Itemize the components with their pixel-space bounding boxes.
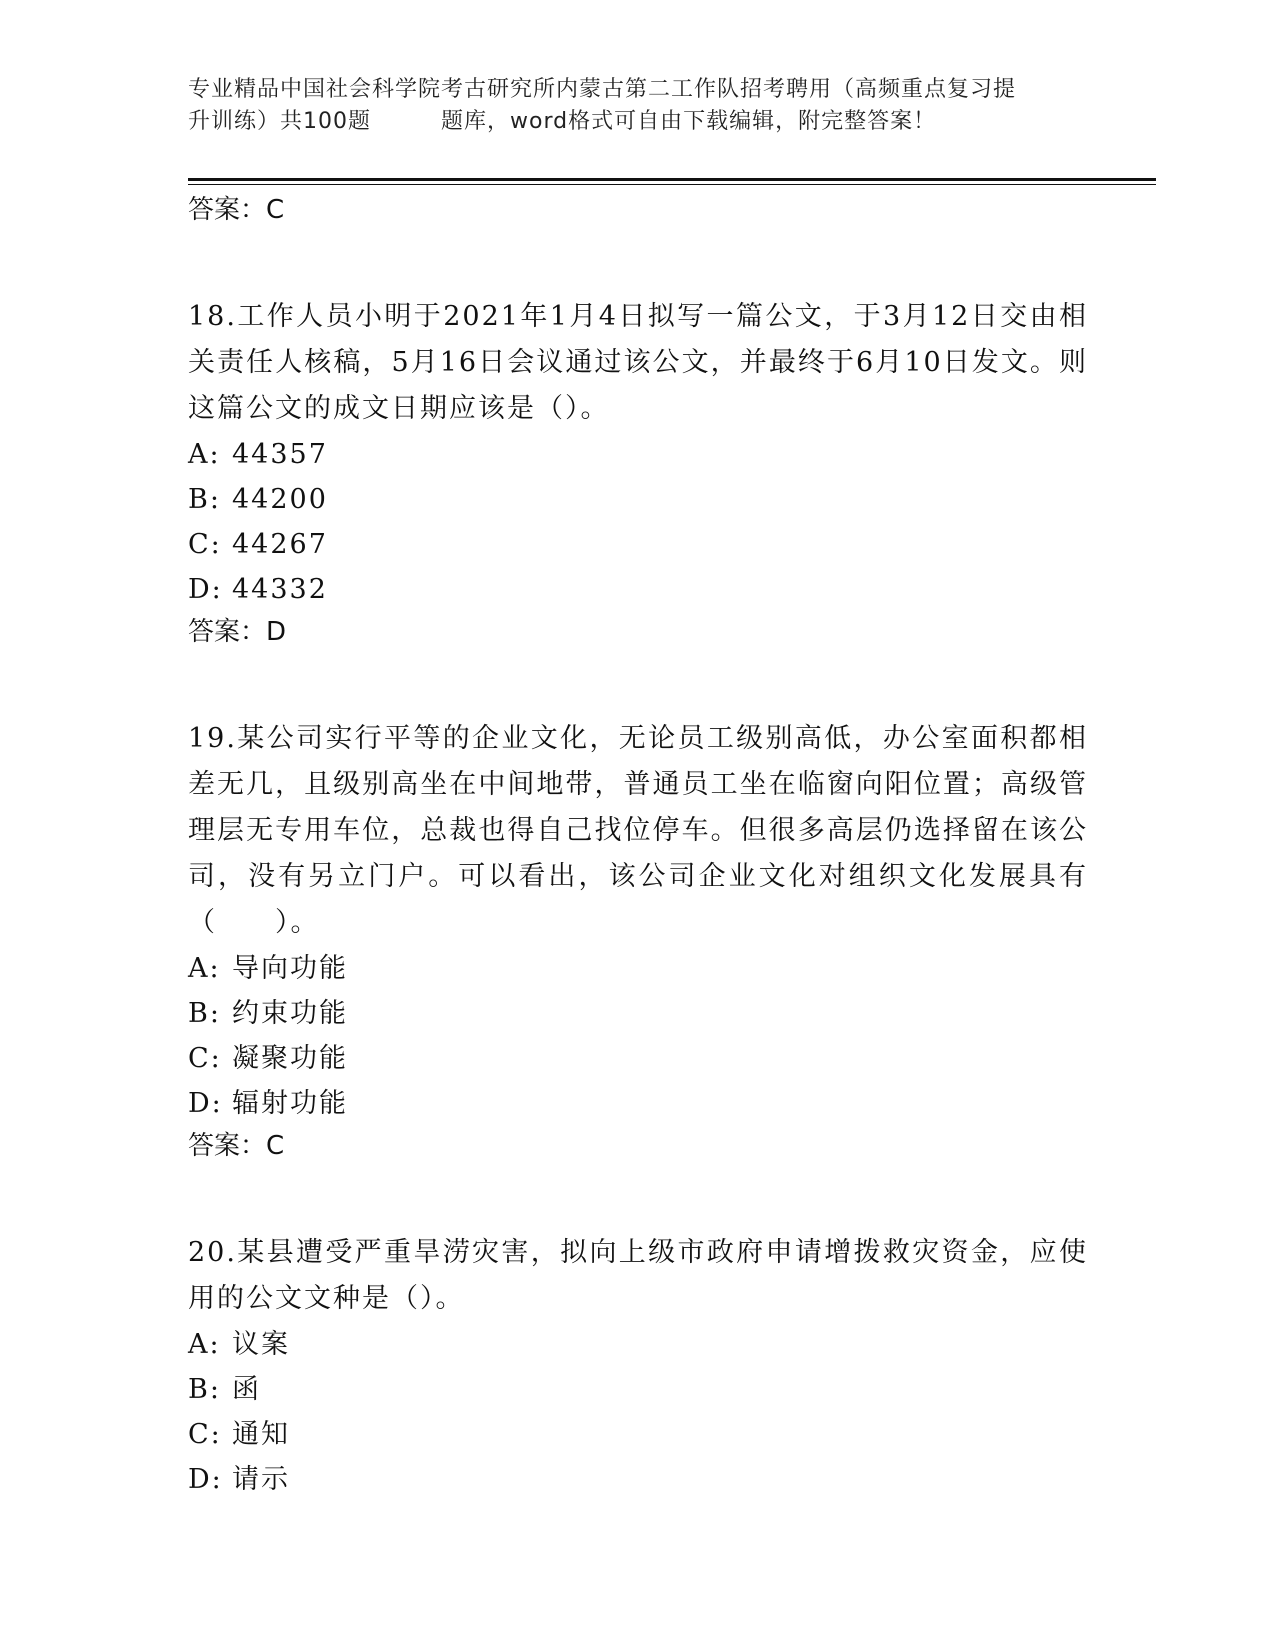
option-letter: B: (188, 998, 221, 1029)
document-header (188, 74, 1088, 138)
option-a (188, 946, 1088, 991)
question-list (188, 190, 1088, 1502)
question-block-20 (188, 1230, 1088, 1502)
option-letter: D: (188, 1088, 223, 1119)
option-text: 44200 (232, 484, 328, 515)
option-letter: B: (188, 1374, 221, 1405)
question-answer: 答案：D (188, 617, 287, 647)
option-letter: A: (188, 953, 221, 984)
question-block-18 (188, 294, 1088, 652)
option-letter: A: (188, 439, 221, 470)
header-divider-thin (188, 184, 1156, 185)
option-d (188, 1081, 1088, 1126)
option-b (188, 991, 1088, 1036)
question-answer: 答案：C (188, 1131, 285, 1161)
question-text: 18.工作人员小明于2021年1月4日拟写一篇公文，于3月12日交由相关责任人核稿，5月16日会议通过该公文，并最终于6月10日发文。则这篇公文的成文日期应该是（）。 (188, 301, 1088, 424)
header-line-2-part-1: 升训练）共100题 (188, 109, 371, 134)
header-line-1: 专业精品中国社会科学院考古研究所内蒙古第二工作队招考聘用（高频重点复习提 (188, 77, 1017, 102)
option-c (188, 1036, 1088, 1081)
header-line-2-part-2: 题库，word格式可自由下载编辑，附完整答案！ (441, 109, 937, 134)
option-b (188, 1367, 1088, 1412)
option-letter: D: (188, 1464, 223, 1495)
option-d (188, 1457, 1088, 1502)
option-letter: D: (188, 574, 223, 605)
option-a (188, 1322, 1088, 1367)
question-block-19 (188, 716, 1088, 1166)
option-c (188, 1412, 1088, 1457)
option-letter: A: (188, 1329, 221, 1360)
previous-answer: 答案：C (188, 195, 285, 225)
question-text: 19.某公司实行平等的企业文化，无论员工级别高低，办公室面积都相差无几，且级别高坐在中间地带，普通员工坐在临窗向阳位置；高级管理层无专用车位，总裁也得自己找位停车。但很多高层仍选择留在该公司，没有另立门户。可以看出，该公司企业文化对组织文化发展具有（ ）。 (188, 723, 1088, 938)
header-line-2 (188, 106, 1088, 138)
option-c (188, 522, 1088, 567)
option-text: 导向功能 (232, 953, 348, 984)
option-d (188, 567, 1088, 612)
option-text: 请示 (232, 1464, 290, 1495)
option-text: 凝聚功能 (232, 1043, 348, 1074)
option-a (188, 432, 1088, 477)
option-text: 44357 (232, 439, 328, 470)
option-letter: C: (188, 1043, 222, 1074)
option-text: 辐射功能 (232, 1088, 348, 1119)
option-letter: C: (188, 529, 222, 560)
option-text: 44332 (232, 574, 328, 605)
option-letter: C: (188, 1419, 222, 1450)
question-text: 20.某县遭受严重旱涝灾害，拟向上级市政府申请增拨救灾资金，应使用的公文文种是（）。 (188, 1237, 1088, 1314)
option-text: 约束功能 (232, 998, 348, 1029)
option-b (188, 477, 1088, 522)
option-text: 通知 (232, 1419, 290, 1450)
option-text: 函 (232, 1374, 261, 1405)
option-text: 议案 (232, 1329, 290, 1360)
option-text: 44267 (232, 529, 328, 560)
header-divider-thick (188, 178, 1156, 181)
option-letter: B: (188, 484, 221, 515)
